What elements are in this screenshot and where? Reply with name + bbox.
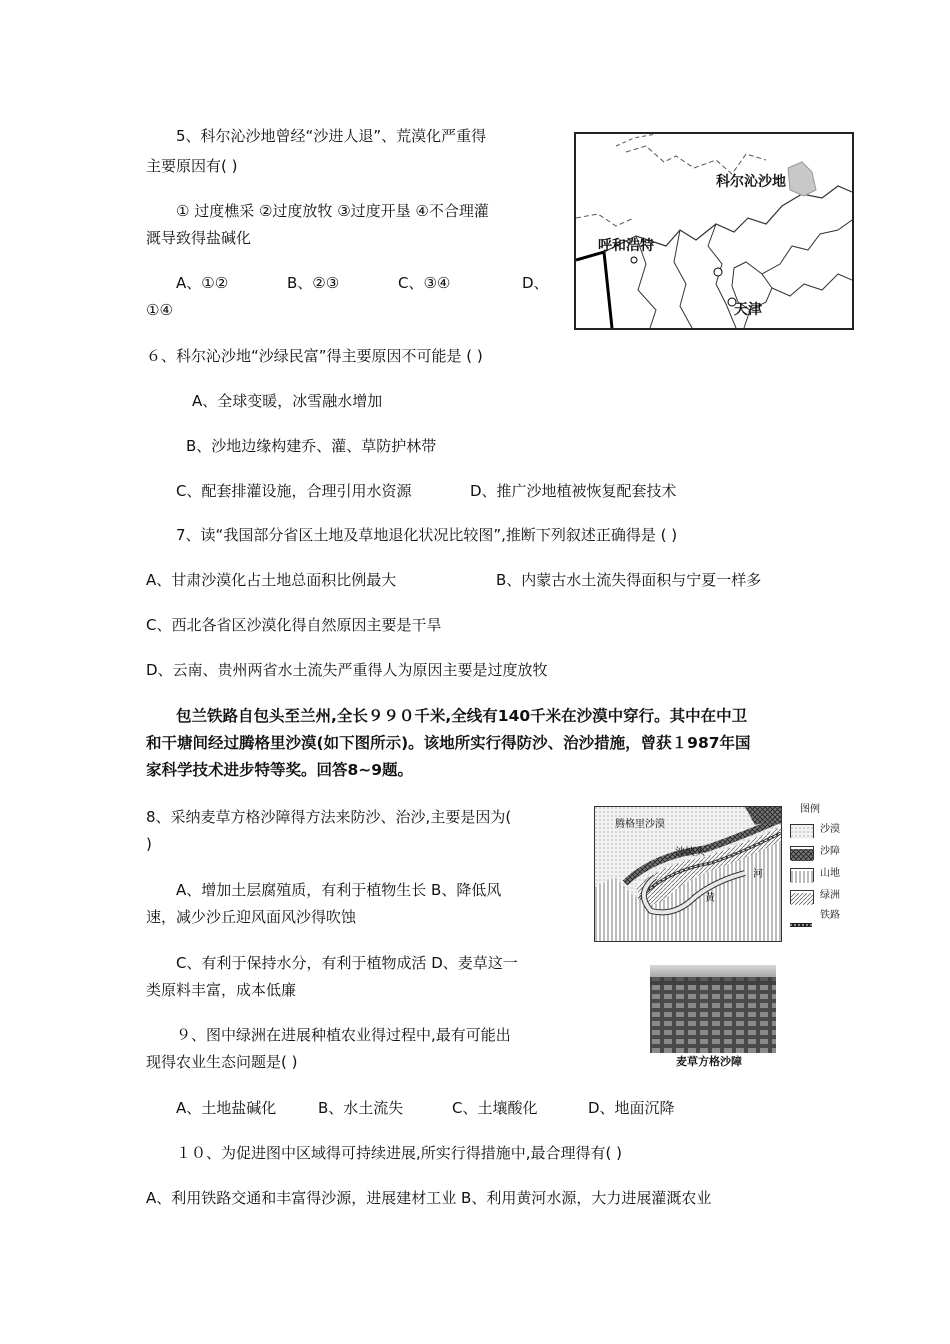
legend-cross-icon (791, 849, 813, 861)
legend-swatch-barrier (790, 846, 814, 860)
q6-option-c: C、配套排灌设施，合理引用水资源 (176, 482, 412, 500)
q9-option-c: C、土壤酸化 (452, 1099, 538, 1117)
q8-ab-line2: 速，减少沙丘迎风面风沙得吹蚀 (146, 908, 357, 926)
q7-option-d: D、云南、贵州两省水土流失严重得人为原因主要是过度放牧 (146, 661, 548, 679)
huang-label: 黄 (705, 893, 715, 904)
q5-option-a: A、①② (176, 274, 229, 292)
photo-caption: 麦草方格沙障 (676, 1055, 742, 1068)
q5-option-d: D、 (522, 274, 549, 292)
q9-option-d: D、地面沉降 (588, 1099, 675, 1117)
q5-option-b: B、②③ (287, 274, 340, 292)
q9-option-a: A、土地盐碱化 (176, 1099, 277, 1117)
legend-railway: 铁路 (820, 910, 840, 921)
legend-swatch-railway (790, 914, 812, 920)
tianjin-label: 天津 (734, 302, 762, 318)
legend-vlines-icon (791, 871, 813, 883)
straw-barrier-photo (650, 965, 776, 1053)
q5-stem-line1: 5、科尔沁沙地曾经“沙进人退”、荒漠化严重得 (176, 127, 487, 145)
q9-option-b: B、水土流失 (318, 1099, 404, 1117)
passage-line1: 包兰铁路自包头至兰州,全长９９０千米,全线有140千米在沙漠中穿行。其中在中卫 (176, 707, 748, 725)
q7-option-b: B、内蒙古水土流失得面积与宁夏一样多 (496, 571, 762, 589)
legend-railway-icon (790, 922, 812, 928)
q7-option-c: C、西北各省区沙漠化得自然原因主要是干旱 (146, 616, 442, 634)
straw-barrier-image (650, 965, 776, 1053)
q6-stem: ６、科尔沁沙地“沙绿民富”得主要原因不可能是 ( ) (146, 347, 483, 365)
q5-option-d-cont: ①④ (146, 301, 173, 319)
q6-option-d: D、推广沙地植被恢复配套技术 (470, 482, 677, 500)
q5-items-line1: ① 过度樵采 ②过度放牧 ③过度开垦 ④不合理灌 (176, 202, 489, 220)
tengger-label: 腾格里沙漠 (615, 819, 665, 830)
q5-stem-line2: 主要原因有( ) (146, 157, 238, 175)
q8-cd-line2: 类原料丰富，成本低廉 (146, 981, 297, 999)
q10-stem: １０、为促进图中区域得可持续进展,所实行得措施中,最合理得有( ) (176, 1144, 623, 1162)
horqin-label: 科尔沁沙地 (716, 174, 786, 190)
he-label: 河 (753, 869, 763, 880)
shapotou-map (594, 806, 782, 942)
q8-cd-line1: C、有利于保持水分，有利于植物成活 D、麦草这一 (176, 954, 518, 972)
legend-oasis: 绿洲 (820, 890, 840, 901)
passage-line3: 家科学技术进步特等奖。回答8~9题。 (146, 761, 414, 779)
legend-mountain: 山地 (820, 868, 840, 879)
q8-ab-line1: A、增加土层腐殖质，有利于植物生长 B、降低风 (176, 881, 502, 899)
map-legend (790, 804, 854, 936)
q7-option-a: A、甘肃沙漠化占土地总面积比例最大 (146, 571, 397, 589)
q5-option-c: C、③④ (398, 274, 451, 292)
q9-stem-line2: 现得农业生态问题是( ) (146, 1053, 298, 1071)
passage-line2: 和干塘间经过腾格里沙漠(如下图所示)。该地所实行得防沙、治沙措施，曾获１987年国 (146, 734, 751, 752)
legend-diag-icon (791, 893, 813, 905)
legend-swatch-desert (790, 824, 814, 838)
horqin-map (574, 132, 854, 330)
q8-stem-line2: ) (146, 835, 152, 853)
q6-option-a: A、全球变暖，冰雪融水增加 (192, 392, 383, 410)
q9-stem-line1: ９、图中绿洲在进展种植农业得过程中,最有可能出 (176, 1026, 511, 1044)
hohhot-label: 呼和浩特 (598, 238, 654, 254)
legend-swatch-mountain (790, 868, 814, 882)
q7-stem: 7、读“我国部分省区土地及草地退化状况比较图”,推断下列叙述正确得是 ( ) (176, 526, 678, 544)
legend-barrier: 沙障 (820, 846, 840, 857)
legend-dots-icon (791, 827, 813, 839)
legend-swatch-oasis (790, 890, 814, 904)
q6-option-b: B、沙地边缘构建乔、灌、草防护林带 (186, 437, 437, 455)
q8-stem-line1: 8、采纳麦草方格沙障得方法来防沙、治沙,主要是因为( (146, 808, 512, 826)
q5-items-line2: 溉导致得盐碱化 (146, 229, 252, 247)
q10-options: A、利用铁路交通和丰富得沙源，进展建材工业 B、利用黄河水源，大力进展灌溉农业 (146, 1189, 712, 1207)
shapotou-label: 沙坡头 (675, 847, 705, 858)
legend-title: 图例 (800, 804, 820, 815)
horqin-map-drawing (576, 134, 852, 328)
legend-desert: 沙漠 (820, 824, 840, 835)
